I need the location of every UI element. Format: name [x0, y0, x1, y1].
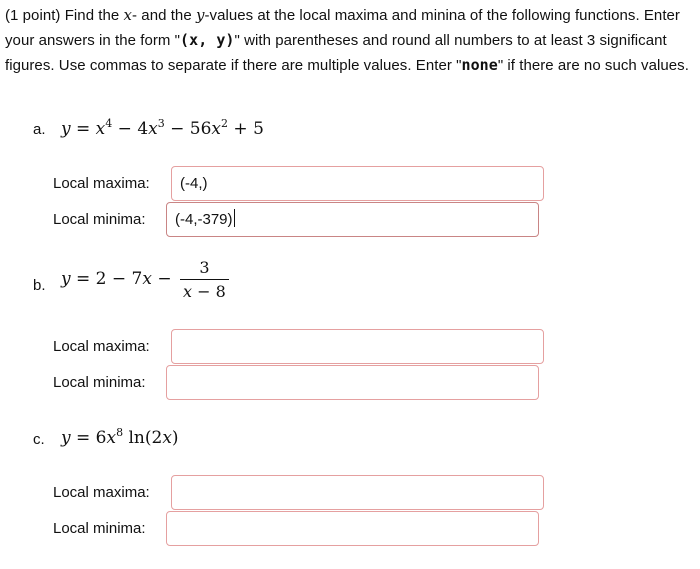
instructions-text: - and the: [132, 7, 196, 24]
text-cursor: [234, 209, 235, 227]
part-a-maxima-input[interactable]: [171, 166, 544, 201]
part-b-minima-label: Local minima:: [53, 374, 146, 391]
part-b-label: b.: [33, 277, 46, 294]
part-b-equation: y = 2 − 7x − $\frac{3}{x - 8}$: [61, 258, 229, 301]
part-a-maxima-label: Local maxima:: [53, 175, 150, 192]
part-a-equation: $y = x^4 - 4x^3 - 56x^2 + 5$: [61, 117, 264, 139]
part-a-minima-input[interactable]: [166, 202, 539, 237]
part-a-minima-label: Local minima:: [53, 211, 146, 228]
answer-format: (x, y): [180, 31, 235, 49]
part-c-maxima-label: Local maxima:: [53, 484, 150, 501]
variable-y: y: [195, 6, 205, 24]
instructions-text: Find the: [60, 7, 124, 24]
problem-instructions: [5, 3, 695, 78]
part-c-maxima-input[interactable]: [171, 475, 544, 510]
part-c-minima-label: Local minima:: [53, 520, 146, 537]
part-b-maxima-input[interactable]: [171, 329, 544, 364]
part-a-label: a.: [33, 121, 46, 138]
variable-x: x: [123, 6, 133, 24]
part-c-label: c.: [33, 431, 45, 448]
input-value: (-4,-379): [175, 211, 233, 228]
part-b-maxima-label: Local maxima:: [53, 338, 150, 355]
part-b-minima-input[interactable]: [166, 365, 539, 400]
none-keyword: none: [461, 56, 498, 74]
instructions-text: " with parentheses and round all numbers to at least 3 significant figures. Use commas to separate if there are multiple values. Enter ": [5, 32, 667, 74]
part-c-equation: $y = 6x^8$ ln(2x): [61, 426, 179, 448]
instructions-text: " if there are no such values.: [497, 57, 689, 74]
input-value: (-4,): [180, 175, 208, 192]
part-c-minima-input[interactable]: [166, 511, 539, 546]
instructions-text: -values at the local maxima and minina of the following functions. Enter your answers in the form ": [5, 7, 680, 49]
points-label: (1 point): [5, 7, 61, 24]
